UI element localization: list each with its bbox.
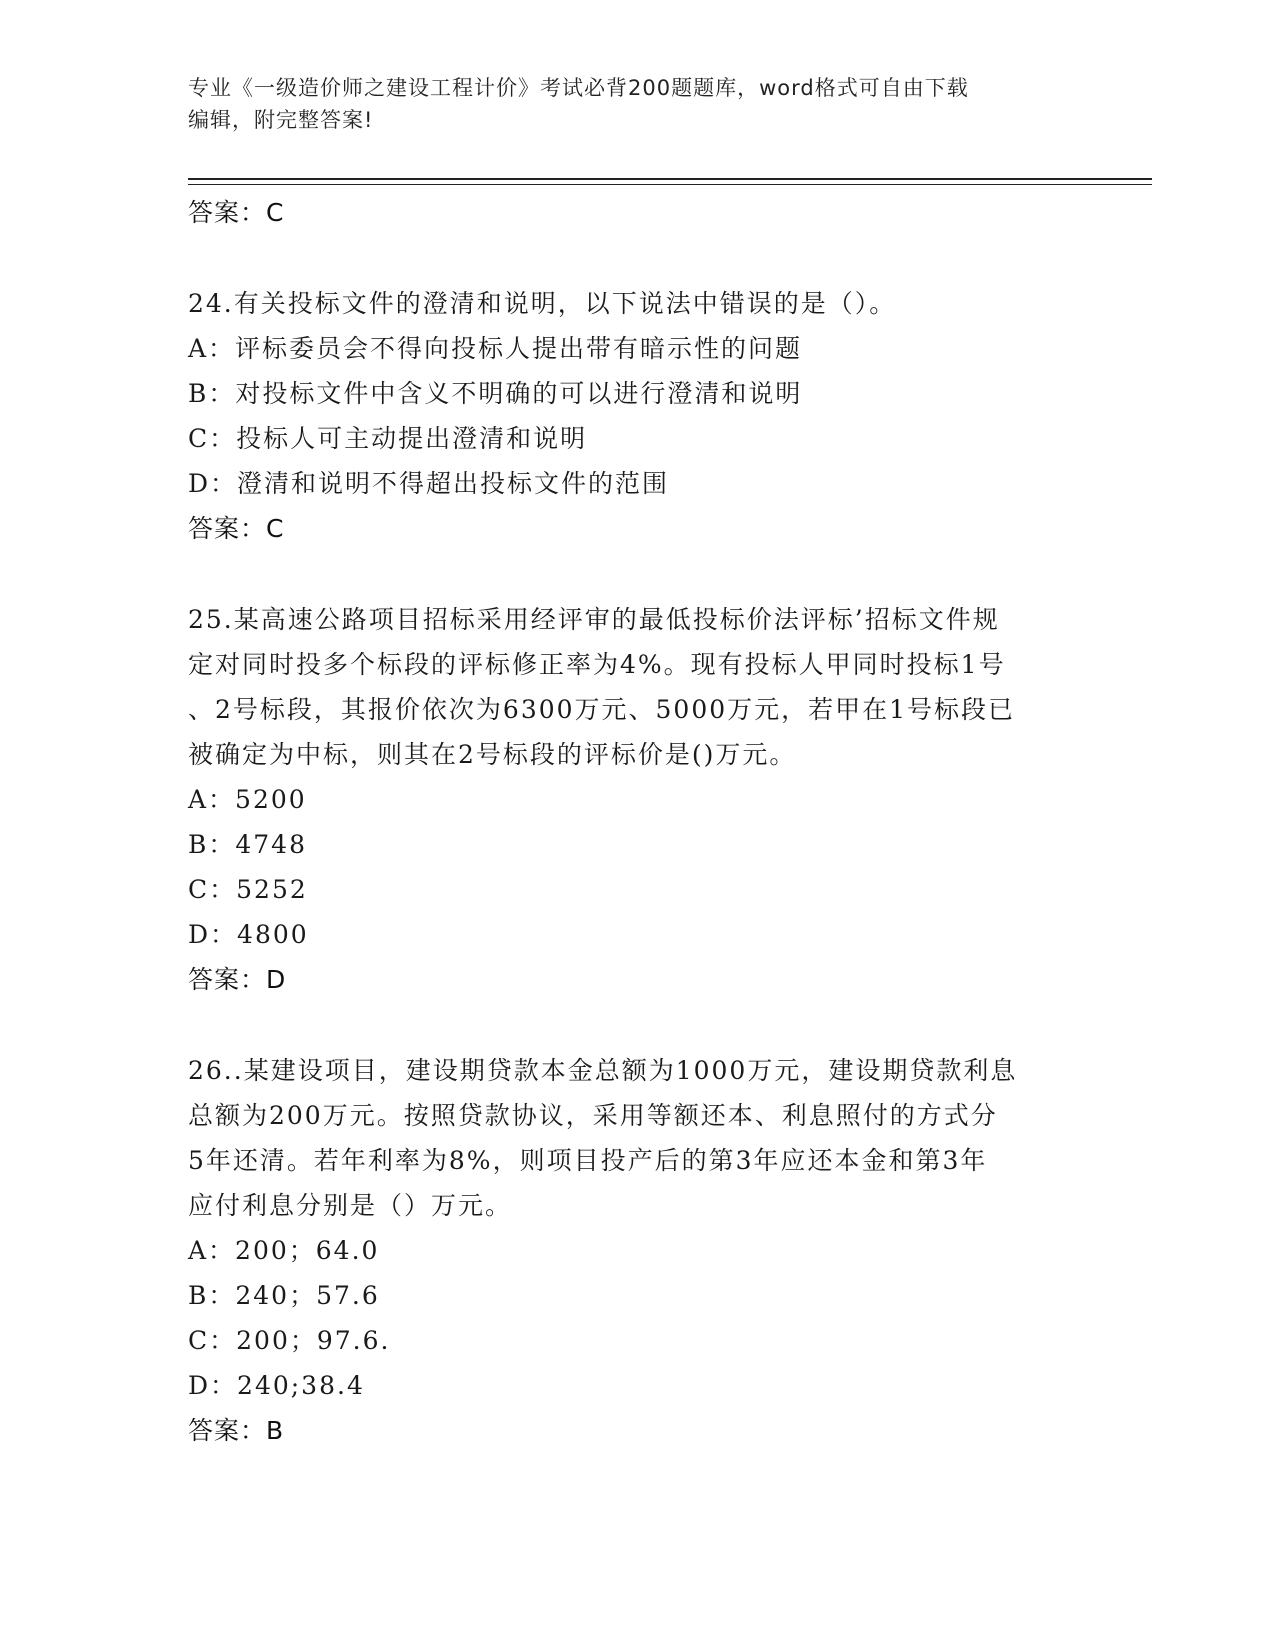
option-c: C：投标人可主动提出澄清和说明 xyxy=(188,424,588,453)
question-text-line-4: 被确定为中标，则其在2号标段的评标价是()万元。 xyxy=(188,740,797,769)
question-text-line-2: 总额为200万元。按照贷款协议，采用等额还本、利息照付的方式分 xyxy=(188,1101,998,1130)
spacer xyxy=(188,235,1088,281)
option-d: D：澄清和说明不得超出投标文件的范围 xyxy=(188,469,670,498)
page-header xyxy=(188,72,1088,136)
question-text-line-4: 应付利息分别是（）万元。 xyxy=(188,1191,513,1220)
spacer xyxy=(188,1002,1088,1048)
question-text-line-1: 25.某高速公路项目招标采用经评审的最低投标价法评标’招标文件规 xyxy=(188,605,1000,634)
previous-answer: 答案：C xyxy=(188,198,285,227)
option-a: A：200；64.0 xyxy=(188,1236,380,1265)
option-d: D：240;38.4 xyxy=(188,1371,365,1400)
option-c: C：200；97.6. xyxy=(188,1326,391,1355)
question-block-26 xyxy=(188,1048,1088,1453)
question-block-24 xyxy=(188,281,1088,551)
header-line-1: 专业《一级造价师之建设工程计价》考试必背200题题库，word格式可自由下载 xyxy=(188,76,969,100)
option-c: C：5252 xyxy=(188,875,308,904)
header-rule-thick xyxy=(188,178,1152,180)
question-text-line-1: 26..某建设项目，建设期贷款本金总额为1000万元，建设期贷款利息 xyxy=(188,1056,1018,1085)
option-b: B：4748 xyxy=(188,830,307,859)
question-text-line-3: 5年还清。若年利率为8%，则项目投产后的第3年应还本金和第3年 xyxy=(188,1146,988,1175)
answer: 答案：D xyxy=(188,965,287,994)
option-b: B：240；57.6 xyxy=(188,1281,380,1310)
header-line-2: 编辑，附完整答案! xyxy=(188,108,374,132)
question-text-line-2: 定对同时投多个标段的评标修正率为4%。现有投标人甲同时投标1号 xyxy=(188,650,1006,679)
question-text-line-3: 、2号标段，其报价依次为6300万元、5000万元，若甲在1号标段已 xyxy=(188,695,1016,724)
option-a: A：评标委员会不得向投标人提出带有暗示性的问题 xyxy=(188,334,803,363)
option-d: D：4800 xyxy=(188,920,309,949)
answer: 答案：C xyxy=(188,514,285,543)
answer: 答案：B xyxy=(188,1416,285,1445)
document-body xyxy=(188,190,1088,1453)
option-a: A：5200 xyxy=(188,785,307,814)
question-block-25 xyxy=(188,597,1088,1002)
option-b: B：对投标文件中含义不明确的可以进行澄清和说明 xyxy=(188,379,803,408)
header-rule-thin xyxy=(188,184,1152,185)
question-text: 24.有关投标文件的澄清和说明，以下说法中错误的是（）。 xyxy=(188,289,897,318)
spacer xyxy=(188,551,1088,597)
